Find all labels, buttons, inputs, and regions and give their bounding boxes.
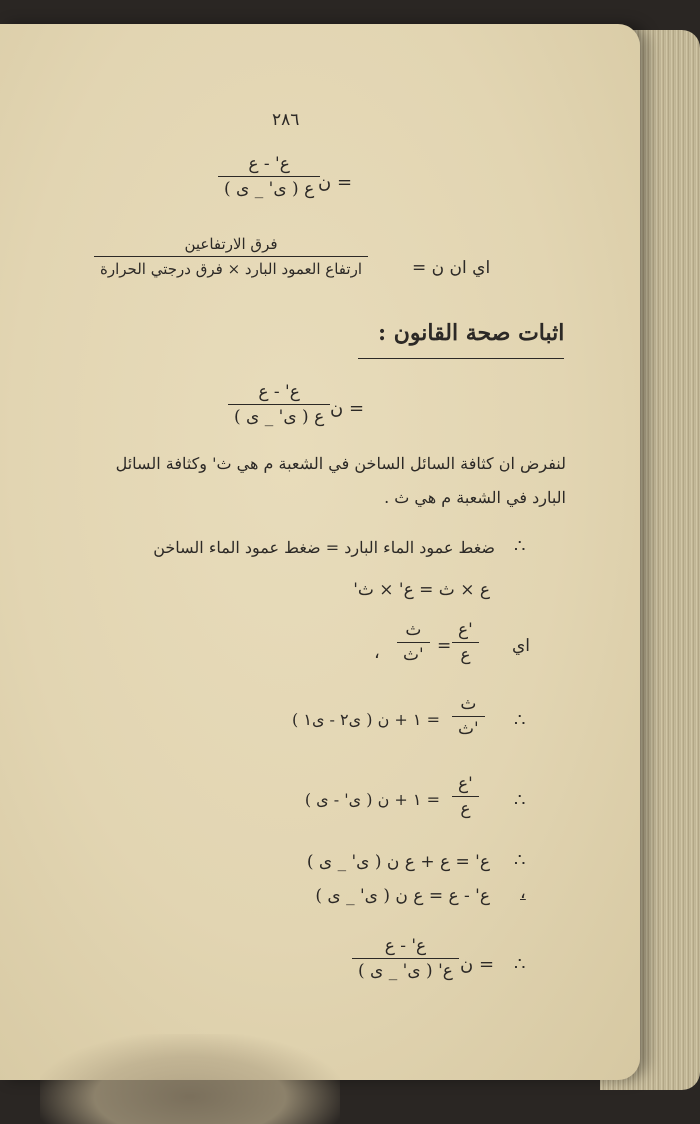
step-line-6: ع' = ع + ع ن ( ى' _ ى ) xyxy=(306,852,490,872)
fraction-denominator: ث' xyxy=(458,719,479,739)
fraction-numerator: ع' xyxy=(458,620,473,640)
step5-fraction xyxy=(452,772,479,821)
eq2-lead: اي ان ن = xyxy=(412,258,491,278)
therefore-symbol: ∴ xyxy=(514,710,526,731)
eq1-numerator: ع' - ع xyxy=(248,154,290,174)
eq2-denominator: ارتفاع العمود البارد × فرق درجتي الحرارة xyxy=(100,260,362,278)
eq1-lhs: = ن xyxy=(318,172,353,193)
eq3-denominator: ع ( ى' _ ى ) xyxy=(234,407,325,427)
therefore-symbol: ∴ xyxy=(514,536,526,557)
eq1-denominator: ع ( ى' _ ى ) xyxy=(224,179,315,199)
eq3-fraction xyxy=(228,380,330,429)
fraction-denominator: ع xyxy=(460,645,471,665)
final-numerator: ع' - ع xyxy=(384,936,427,956)
book-page xyxy=(0,24,640,1080)
step3-fraction-b xyxy=(397,618,430,667)
fraction-numerator: ث xyxy=(460,694,477,714)
step-line-2: ع × ث = ع' × ث' xyxy=(353,580,490,600)
step-line-7: ع' - ع = ع ن ( ى' _ ى ) xyxy=(315,886,490,906)
ay-word: اي xyxy=(512,636,531,656)
fraction-numerator: ع' xyxy=(458,774,473,794)
step4-rhs: = ١ + ن ( ى٢ - ى١ ) xyxy=(292,710,440,729)
step-line-1: ضغط عمود الماء البارد = ضغط عمود الماء الساخن xyxy=(153,538,495,557)
eq2-numerator: فرق الارتفاعين xyxy=(184,235,278,253)
final-fraction xyxy=(352,934,459,983)
eq3-numerator: ع' - ع xyxy=(258,382,300,402)
eq1-fraction xyxy=(218,152,320,201)
fraction-denominator: ع xyxy=(460,799,471,819)
paragraph-line-2: البارد في الشعبة م هي ث . xyxy=(384,488,566,507)
therefore-symbol: ∴ xyxy=(514,954,526,975)
eq3-lhs: = ن xyxy=(330,398,365,419)
step4-fraction xyxy=(452,692,485,741)
therefore-symbol: ∴ xyxy=(514,850,526,871)
heading-underline xyxy=(358,358,564,359)
fraction-denominator: ث' xyxy=(403,645,424,665)
comma-mark: ، xyxy=(520,882,526,903)
paragraph-line-1: لنفرض ان كثافة السائل الساخن في الشعبة م هي ث' وكثافة السائل xyxy=(115,454,566,473)
eq2-fraction xyxy=(94,232,368,281)
page-content xyxy=(0,24,640,1080)
step3-fraction-a xyxy=(452,618,479,667)
page-number: ٢٨٦ xyxy=(272,110,300,130)
therefore-symbol: ∴ xyxy=(514,790,526,811)
equals-sign: = xyxy=(437,636,452,656)
step5-rhs: = ١ + ن ( ى' - ى ) xyxy=(304,790,440,809)
section-heading: اثبات صحة القانون : xyxy=(378,320,565,346)
comma: ، xyxy=(374,642,380,663)
fraction-numerator: ث xyxy=(405,620,422,640)
final-denominator: ع' ( ى' _ ى ) xyxy=(358,961,453,981)
final-lhs: = ن xyxy=(460,954,495,975)
